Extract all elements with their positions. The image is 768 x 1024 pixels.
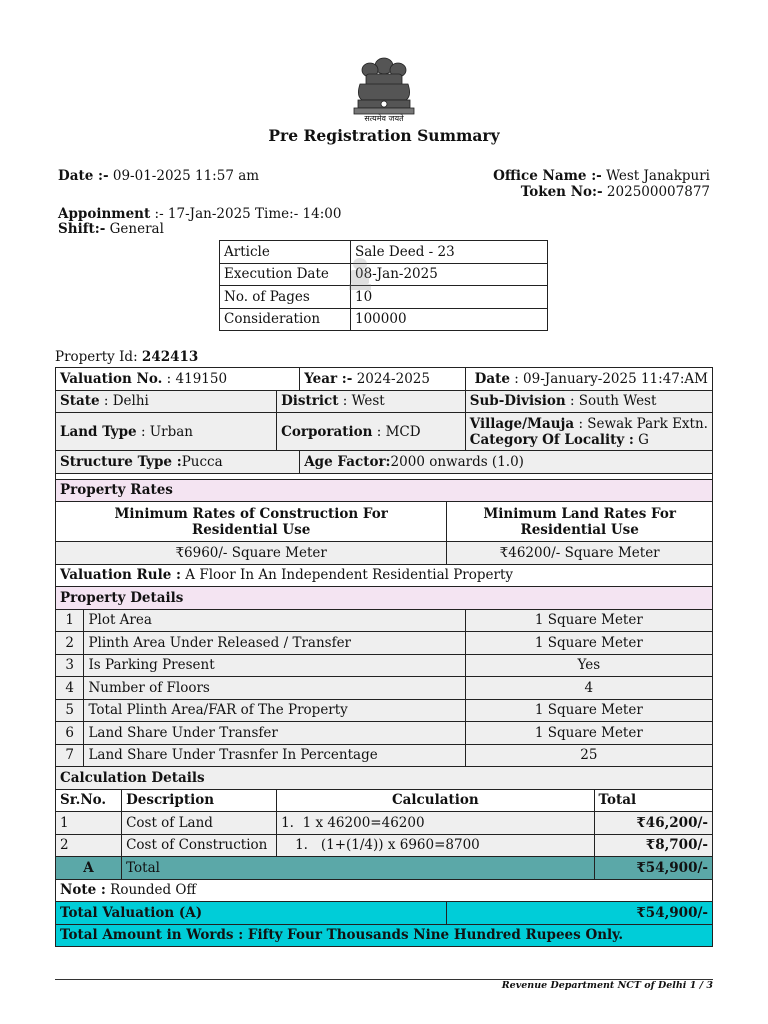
calc-sr: 2: [56, 834, 122, 857]
table-row: [56, 413, 713, 451]
valuation-rule-value: A Floor In An Independent Residential Property: [185, 567, 514, 584]
detail-no: 7: [56, 744, 84, 767]
detail-label: Land Share Under Transfer: [84, 722, 465, 745]
date-label: Date :-: [58, 168, 109, 184]
table-row: [220, 286, 548, 309]
office-value: West Janakpuri: [606, 168, 710, 184]
pages-value: 10: [351, 286, 548, 309]
table-row: [56, 654, 713, 677]
token-line: [521, 184, 710, 200]
subdivision-value: : South West: [569, 393, 657, 410]
amount-in-words: Total Amount in Words : Fifty Four Thousands Nine Hundred Rupees Only.: [56, 924, 713, 947]
calc-formula-number: 1.: [295, 837, 308, 854]
state-value: : Delhi: [103, 393, 149, 410]
valuation-table: [55, 367, 713, 947]
detail-label: Land Share Under Trasnfer In Percentage: [84, 744, 465, 767]
state-label: State: [60, 393, 100, 410]
calc-formula: [277, 812, 594, 835]
consideration-key: Consideration: [220, 308, 351, 331]
locality-value: G: [638, 431, 649, 448]
table-row: [56, 479, 713, 502]
age-value: 2000 onwards (1.0): [390, 453, 524, 470]
detail-label: Plinth Area Under Released / Transfer: [84, 632, 465, 655]
table-row: [56, 542, 713, 565]
shift-line: [58, 221, 164, 237]
shift-label: Shift:-: [58, 221, 106, 237]
table-row: [220, 263, 548, 286]
watermark-emblem-icon: [345, 256, 375, 296]
structure-label: Structure Type :: [60, 453, 182, 470]
valuation-date-label: Date: [474, 370, 510, 387]
table-row: [56, 834, 713, 857]
page-footer: Revenue Department NCT of Delhi 1 / 3: [501, 980, 713, 991]
table-row: [56, 564, 713, 587]
property-rates-heading: Property Rates: [56, 479, 713, 502]
execution-date-key: Execution Date: [220, 263, 351, 286]
construction-rate-heading: Minimum Rates of Construction For Residential Use: [56, 502, 447, 542]
detail-label: Total Plinth Area/FAR of The Property: [84, 699, 465, 722]
col-calculation-header: Calculation: [277, 789, 594, 812]
corporation-label: Corporation: [281, 423, 373, 440]
table-row: [56, 879, 713, 902]
valuation-rule-label: Valuation Rule :: [60, 567, 181, 584]
note-label: Note :: [60, 882, 106, 899]
detail-value: 1 Square Meter: [465, 632, 712, 655]
note-cell: [56, 879, 713, 902]
total-amount: ₹54,900/-: [594, 857, 712, 880]
year-value: 2024-2025: [356, 370, 430, 387]
appointment-label: Appoinment: [58, 206, 151, 222]
land-type-cell: [56, 413, 277, 451]
year-cell: [300, 368, 466, 391]
property-id-label: Property Id:: [55, 349, 138, 365]
age-cell: [300, 451, 713, 474]
village-cell: [465, 413, 712, 451]
table-row: [56, 609, 713, 632]
detail-value: 1 Square Meter: [465, 722, 712, 745]
note-value: Rounded Off: [110, 882, 197, 899]
detail-value: 4: [465, 677, 712, 700]
calc-description: Cost of Construction: [122, 834, 277, 857]
valuation-no-value: : 419150: [166, 370, 228, 387]
table-row: [56, 924, 713, 947]
village-label: Village/Mauja: [469, 415, 575, 432]
calc-formula-text: 1 x 46200=46200: [302, 814, 425, 831]
table-row: [56, 812, 713, 835]
detail-no: 2: [56, 632, 84, 655]
land-type-value: : Urban: [140, 423, 193, 440]
property-details-heading: Property Details: [56, 587, 713, 610]
state-cell: [56, 390, 277, 413]
detail-label: Is Parking Present: [84, 654, 465, 677]
table-row: [56, 744, 713, 767]
table-row: [56, 789, 713, 812]
col-srno-header: Sr.No.: [56, 789, 122, 812]
table-row: [56, 677, 713, 700]
age-label: Age Factor:: [304, 453, 391, 470]
col-description-header: Description: [122, 789, 277, 812]
total-valuation-label: Total Valuation (A): [56, 902, 447, 925]
valuation-rule-cell: [56, 564, 713, 587]
article-key: Article: [220, 241, 351, 264]
corporation-cell: [277, 413, 466, 451]
article-table: [219, 240, 548, 331]
structure-cell: [56, 451, 300, 474]
table-row: [56, 587, 713, 610]
land-rate-heading: Minimum Land Rates For Residential Use: [447, 502, 713, 542]
calc-total: ₹8,700/-: [594, 834, 712, 857]
table-row: [220, 308, 548, 331]
pages-key: No. of Pages: [220, 286, 351, 309]
detail-value: 1 Square Meter: [465, 699, 712, 722]
detail-value: 1 Square Meter: [465, 609, 712, 632]
table-row: [56, 502, 713, 542]
construction-rate-value: ₹6960/- Square Meter: [56, 542, 447, 565]
total-valuation-value: ₹54,900/-: [447, 902, 713, 925]
calc-description: Cost of Land: [122, 812, 277, 835]
office-line: [493, 168, 710, 184]
calc-formula-text: (1+(1/4)) x 6960=8700: [320, 837, 480, 854]
page-title: Pre Registration Summary: [268, 126, 500, 145]
property-id-value: 242413: [141, 349, 199, 365]
district-label: District: [281, 393, 339, 410]
shift-value: General: [109, 221, 164, 237]
total-description: Total: [122, 857, 594, 880]
corporation-value: : MCD: [376, 423, 421, 440]
detail-no: 1: [56, 609, 84, 632]
year-label: Year :-: [304, 370, 353, 387]
valuation-date-value: : 09-January-2025 11:47:AM: [514, 370, 708, 387]
valuation-date-cell: [465, 368, 712, 391]
calc-formula: [277, 834, 594, 857]
col-total-header: Total: [594, 789, 712, 812]
appointment-value: :- 17-Jan-2025 Time:- 14:00: [154, 206, 342, 222]
table-row: [56, 767, 713, 790]
detail-label: Number of Floors: [84, 677, 465, 700]
land-type-label: Land Type: [60, 423, 137, 440]
property-id-line: [55, 349, 198, 365]
execution-date-value: 08-Jan-2025: [351, 263, 548, 286]
article-value: Sale Deed - 23: [351, 241, 548, 264]
token-value: 202500007877: [606, 184, 710, 200]
table-row: [56, 902, 713, 925]
detail-no: 3: [56, 654, 84, 677]
office-label: Office Name :-: [493, 168, 602, 184]
date-line: [58, 168, 259, 184]
structure-value: Pucca: [181, 453, 223, 470]
detail-label: Plot Area: [84, 609, 465, 632]
emblem-motto: सत्यमेव जयते: [364, 114, 404, 123]
table-row: [56, 857, 713, 880]
valuation-no-cell: [56, 368, 300, 391]
detail-no: 5: [56, 699, 84, 722]
valuation-no-label: Valuation No.: [60, 370, 163, 387]
table-row: [220, 241, 548, 264]
calc-total: ₹46,200/-: [594, 812, 712, 835]
subdivision-cell: [465, 390, 712, 413]
table-row: [56, 632, 713, 655]
locality-label: Category Of Locality :: [469, 431, 634, 448]
token-label: Token No:-: [520, 184, 603, 200]
table-row: [56, 390, 713, 413]
detail-value: 25: [465, 744, 712, 767]
district-cell: [277, 390, 466, 413]
village-value: : Sewak Park Extn.: [578, 415, 708, 432]
district-value: : West: [342, 393, 385, 410]
date-value: 09-01-2025 11:57 am: [112, 168, 260, 184]
calc-sr: 1: [56, 812, 122, 835]
land-rate-value: ₹46200/- Square Meter: [447, 542, 713, 565]
consideration-value: 100000: [351, 308, 548, 331]
table-row: [56, 451, 713, 474]
table-row: [56, 368, 713, 391]
detail-no: 6: [56, 722, 84, 745]
calculation-heading: Calculation Details: [56, 767, 713, 790]
table-row: [56, 722, 713, 745]
table-row: [56, 699, 713, 722]
detail-value: Yes: [465, 654, 712, 677]
subdivision-label: Sub-Division: [469, 393, 566, 410]
appointment-line: [58, 206, 341, 222]
detail-no: 4: [56, 677, 84, 700]
calc-formula-number: 1.: [281, 814, 294, 831]
total-sr: A: [56, 857, 122, 880]
